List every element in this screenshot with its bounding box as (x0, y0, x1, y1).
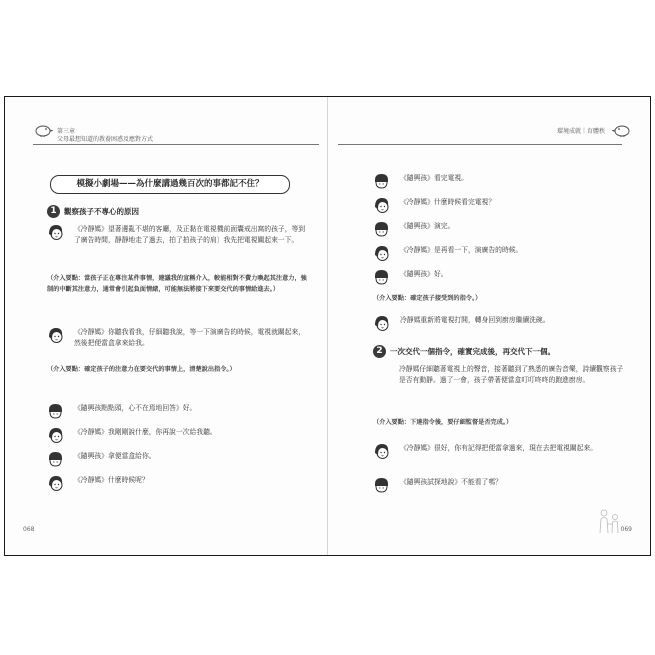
action-row (373, 315, 628, 332)
mom-face-icon (373, 315, 390, 332)
speech: 拿便當盒給你。 (107, 452, 156, 460)
exchange-row (373, 173, 468, 190)
book-spread (4, 96, 651, 556)
child-face-icon (373, 477, 390, 494)
exchange-row (47, 475, 149, 492)
child-face-icon (373, 269, 390, 286)
child-face-icon (47, 451, 64, 468)
speaker: 《冷靜媽》 (74, 476, 108, 484)
exchange-row (373, 477, 502, 494)
speech: 什麼時候看完電視？ (433, 198, 496, 206)
speech: 好。 (433, 270, 448, 278)
speech: 我剛剛說什麼，你再說一次給我聽。 (107, 428, 217, 436)
speaker: 《隨興孩》 (400, 270, 434, 278)
step-number: 2 (373, 345, 386, 358)
child-face-icon (373, 221, 390, 238)
dialogue-row (373, 443, 628, 460)
dialogue-row (47, 327, 309, 348)
exchange-text (74, 475, 149, 486)
left-page (5, 97, 327, 555)
speech: 很好，你有記得把便當拿過來，現在去把電視關起來。 (433, 444, 598, 452)
speech: 不能看了嗎？ (461, 478, 502, 486)
speaker: 《隨興孩試探地說》 (400, 478, 462, 486)
exchange-row (47, 427, 217, 444)
step-number: 1 (47, 205, 60, 218)
exchange-row (373, 269, 448, 286)
speech: 演完。 (433, 222, 455, 230)
exchange-row (47, 403, 196, 420)
intervention-note: （介入要點：下達指令後，要仔細監督是否完成。） (373, 419, 513, 426)
intervention-note: （介入要點：確定孩子的注意力在要交代的事情上，清楚說出指令。） (47, 366, 236, 373)
step-label: 一次交代一個指令，確實完成後，再交代下一個。 (390, 347, 555, 356)
action-text: 冷靜媽重新將電視打開，轉身回到廚房繼續洗碗。 (400, 316, 550, 324)
speech: 看完電視。 (433, 174, 468, 182)
section-title: 模擬小劇場——為什麼講過幾百次的事都記不住？ (50, 175, 290, 194)
step-label: 觀察孩子不專心的原因 (64, 207, 139, 216)
bird-icon (612, 123, 632, 137)
mom-face-icon (373, 197, 390, 214)
mom-face-icon (47, 327, 64, 344)
speaker: 《隨興孩》 (400, 174, 434, 182)
dialogue-text: 《冷靜媽》望著邊亂不堪的客廳，及正黏在電視機前面囊戒出窩的孩子，等到了廣告時間，靜靜地走了過去，拍了拍孩子的肩〕我先把電視關起來一下。 (74, 225, 306, 244)
intervention-note: （介入要點：當孩子正在專注某件事情，建議我的宣稱介入，較能相對不費力喚起其注意力，強制的中斷其注意力，通常會引起負面情緒，可能無法將接下來要交代的事情給進去。） (47, 275, 307, 293)
page-number: 069 (620, 526, 632, 533)
speaker: 《冷靜媽》 (400, 246, 434, 254)
speech: 是再看一下，演廣告的時候。 (433, 246, 523, 254)
chapter-subtitle: 父母最想知道的教養困惑及應對方式 (57, 136, 154, 143)
family-illustration-icon (594, 507, 624, 535)
mom-face-icon (47, 427, 64, 444)
step-1 (47, 205, 139, 218)
bird-icon (33, 123, 53, 137)
child-face-icon (47, 403, 64, 420)
narrative-paragraph: 冷靜媽仔細聽著電視上的聲音，接著聽到了熟悉的廣告音樂，詩續觀察孩子是否有動靜。過了一會，孩子帶著便當盒叮叮咚咚的跑進廚房。 (399, 365, 624, 384)
speech: 好。 (182, 404, 197, 412)
speaker: 《冷靜媽》 (400, 198, 434, 206)
exchange-text (74, 427, 217, 438)
exchange-row (373, 245, 522, 262)
mom-face-icon (47, 475, 64, 492)
exchange-text (400, 173, 468, 184)
exchange-row (373, 221, 454, 238)
dialogue-text (400, 443, 625, 454)
exchange-text (400, 269, 448, 280)
exchange-text (400, 477, 502, 488)
speech: 什麼時候呢？ (107, 476, 149, 484)
speaker: 《冷靜媽》 (74, 328, 108, 336)
exchange-text (400, 221, 454, 232)
exchange-text (400, 245, 522, 256)
right-page (328, 97, 650, 555)
speech: 你聽我看我，仔細聽我說，等一下演廣告的時候，電視就關起來，然後把便當盒拿來給我。 (74, 328, 306, 347)
page-number: 068 (23, 526, 35, 533)
header-rule (338, 144, 622, 145)
speaker: 《隨興孩點點頭，心不在焉地回答》 (74, 404, 183, 412)
child-face-icon (373, 173, 390, 190)
step-2 (373, 345, 555, 358)
speaker: 《冷靜媽》 (74, 428, 108, 436)
speaker: 《冷靜媽》 (400, 444, 434, 452)
exchange-row (47, 451, 156, 468)
dialogue-row (47, 224, 309, 245)
exchange-text (74, 403, 196, 414)
mom-face-icon (47, 224, 64, 241)
speaker: 《隨興孩》 (400, 222, 434, 230)
mom-face-icon (373, 245, 390, 262)
mom-face-icon (373, 443, 390, 460)
speaker: 《隨興孩》 (74, 452, 108, 460)
running-header-right: 環境成就｜育體秩 (556, 128, 605, 135)
exchange-text (74, 451, 156, 462)
dialogue-text (74, 327, 308, 348)
exchange-text (400, 197, 495, 208)
running-header-left (57, 128, 153, 144)
header-sub: 育體秩 (586, 128, 605, 135)
exchange-row (373, 197, 495, 214)
header-label: 環境成就 (556, 128, 581, 135)
header-rule (33, 144, 319, 145)
chapter-label: 第三章 (57, 128, 76, 135)
intervention-note: （介入要點：確定孩子接受到的指令。） (373, 295, 482, 302)
